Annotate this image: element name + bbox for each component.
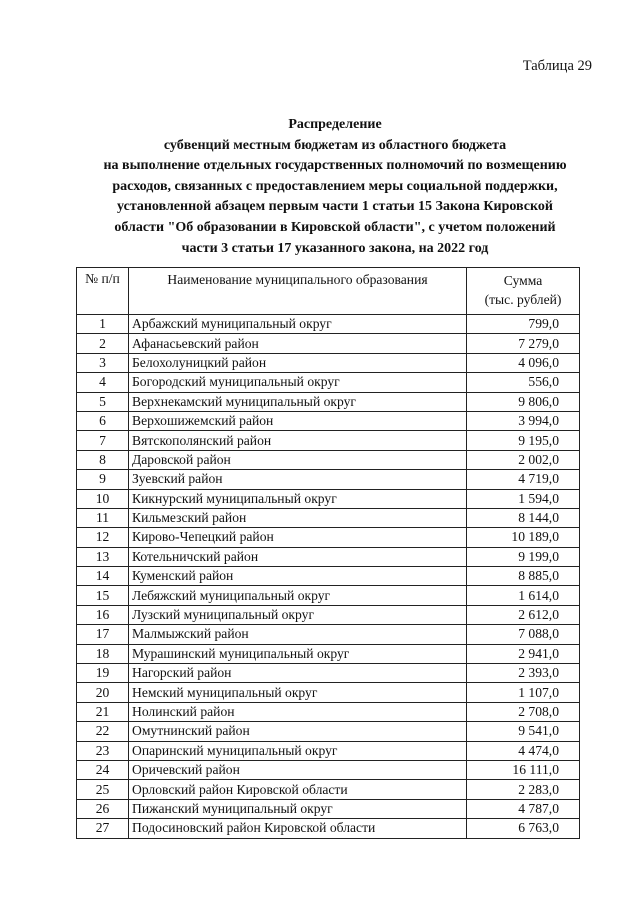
row-sum: 9 199,0	[467, 547, 580, 566]
row-number: 16	[77, 605, 129, 624]
row-sum: 4 719,0	[467, 470, 580, 489]
row-name: Кильмезский район	[129, 508, 467, 527]
document-title	[70, 115, 600, 259]
row-number: 18	[77, 644, 129, 663]
title-line: расходов, связанных с предоставлением меры социальной поддержки,	[112, 178, 558, 194]
row-sum: 2 283,0	[467, 780, 580, 799]
table-row	[77, 586, 580, 605]
row-sum: 556,0	[467, 373, 580, 392]
row-name: Малмыжский район	[129, 625, 467, 644]
row-number: 10	[77, 489, 129, 508]
row-sum: 1 107,0	[467, 683, 580, 702]
row-name: Мурашинский муниципальный округ	[129, 644, 467, 663]
row-name: Оричевский район	[129, 760, 467, 779]
header-sum-line1: Сумма	[503, 273, 543, 288]
table-row	[77, 334, 580, 353]
title-line: на выполнение отдельных государственных полномочий по возмещению	[103, 158, 567, 174]
row-number: 13	[77, 547, 129, 566]
row-sum: 4 787,0	[467, 799, 580, 818]
table-label: Таблица 29	[522, 58, 592, 74]
row-number: 17	[77, 625, 129, 644]
table-row	[77, 489, 580, 508]
row-sum: 2 941,0	[467, 644, 580, 663]
row-sum: 7 088,0	[467, 625, 580, 644]
row-number: 22	[77, 722, 129, 741]
row-sum: 8 885,0	[467, 567, 580, 586]
title-line: области "Об образовании в Кировской области", с учетом положений	[114, 219, 556, 235]
row-number: 26	[77, 799, 129, 818]
row-name: Опаринский муниципальный округ	[129, 741, 467, 760]
row-name: Кикнурский муниципальный округ	[129, 489, 467, 508]
row-sum: 4 474,0	[467, 741, 580, 760]
row-name: Зуевский район	[129, 470, 467, 489]
row-name: Верхнекамский муниципальный округ	[129, 392, 467, 411]
row-number: 12	[77, 528, 129, 547]
row-number: 6	[77, 411, 129, 430]
title-line: установленной абзацем первым части 1 статьи 15 Закона Кировской	[117, 199, 553, 215]
row-name: Белохолуницкий район	[129, 353, 467, 372]
row-number: 2	[77, 334, 129, 353]
subvention-table	[76, 267, 580, 839]
table-row	[77, 431, 580, 450]
header-sum-line2: (тыс. рублей)	[484, 292, 562, 307]
row-number: 4	[77, 373, 129, 392]
row-sum: 9 541,0	[467, 722, 580, 741]
row-sum: 6 763,0	[467, 819, 580, 838]
row-number: 7	[77, 431, 129, 450]
title-line: части 3 статьи 17 указанного закона, на 2022 год	[181, 240, 489, 256]
row-name: Даровской район	[129, 450, 467, 469]
row-sum: 7 279,0	[467, 334, 580, 353]
table-header-row	[77, 268, 580, 315]
row-name: Арбажский муниципальный округ	[129, 315, 467, 334]
table-row	[77, 799, 580, 818]
row-number: 20	[77, 683, 129, 702]
table-row	[77, 702, 580, 721]
row-name: Богородский муниципальный округ	[129, 373, 467, 392]
table-row	[77, 644, 580, 663]
row-number: 21	[77, 702, 129, 721]
row-number: 14	[77, 567, 129, 586]
table-row	[77, 411, 580, 430]
row-sum: 16 111,0	[467, 760, 580, 779]
row-sum: 2 002,0	[467, 450, 580, 469]
row-name: Кирово-Чепецкий район	[129, 528, 467, 547]
table-row	[77, 567, 580, 586]
row-name: Немский муниципальный округ	[129, 683, 467, 702]
table-row	[77, 392, 580, 411]
row-sum: 9 806,0	[467, 392, 580, 411]
table-row	[77, 760, 580, 779]
row-number: 23	[77, 741, 129, 760]
table-row	[77, 780, 580, 799]
row-name: Вятскополянский район	[129, 431, 467, 450]
row-number: 27	[77, 819, 129, 838]
header-num: № п/п	[77, 268, 129, 315]
row-name: Нагорский район	[129, 664, 467, 683]
row-sum: 3 994,0	[467, 411, 580, 430]
table-row	[77, 450, 580, 469]
table-row	[77, 528, 580, 547]
row-number: 11	[77, 508, 129, 527]
row-sum: 2 393,0	[467, 664, 580, 683]
title-line: субвенций местным бюджетам из областного бюджета	[163, 137, 507, 153]
table-row	[77, 547, 580, 566]
row-number: 1	[77, 315, 129, 334]
row-number: 3	[77, 353, 129, 372]
row-name: Лузский муниципальный округ	[129, 605, 467, 624]
table-row	[77, 664, 580, 683]
header-sum	[467, 268, 580, 315]
row-sum: 10 189,0	[467, 528, 580, 547]
table-row	[77, 741, 580, 760]
row-sum: 9 195,0	[467, 431, 580, 450]
row-sum: 4 096,0	[467, 353, 580, 372]
table-row	[77, 605, 580, 624]
row-name: Подосиновский район Кировской области	[129, 819, 467, 838]
row-name: Нолинский район	[129, 702, 467, 721]
row-name: Орловский район Кировской области	[129, 780, 467, 799]
table-row	[77, 353, 580, 372]
row-number: 5	[77, 392, 129, 411]
row-sum: 1 614,0	[467, 586, 580, 605]
row-number: 25	[77, 780, 129, 799]
row-number: 8	[77, 450, 129, 469]
row-number: 15	[77, 586, 129, 605]
table-row	[77, 625, 580, 644]
row-name: Котельничский район	[129, 547, 467, 566]
row-name: Афанасьевский район	[129, 334, 467, 353]
row-sum: 1 594,0	[467, 489, 580, 508]
table-row	[77, 819, 580, 838]
row-sum: 2 612,0	[467, 605, 580, 624]
table-row	[77, 508, 580, 527]
table-row	[77, 470, 580, 489]
table-row	[77, 683, 580, 702]
row-name: Пижанский муниципальный округ	[129, 799, 467, 818]
row-name: Лебяжский муниципальный округ	[129, 586, 467, 605]
table-row	[77, 722, 580, 741]
title-line: Распределение	[288, 117, 382, 132]
row-sum: 799,0	[467, 315, 580, 334]
row-name: Омутнинский район	[129, 722, 467, 741]
row-name: Куменский район	[129, 567, 467, 586]
table-row	[77, 373, 580, 392]
row-number: 19	[77, 664, 129, 683]
row-number: 24	[77, 760, 129, 779]
header-name: Наименование муниципального образования	[129, 268, 467, 315]
row-sum: 8 144,0	[467, 508, 580, 527]
row-number: 9	[77, 470, 129, 489]
row-sum: 2 708,0	[467, 702, 580, 721]
table-row	[77, 315, 580, 334]
row-name: Верхошижемский район	[129, 411, 467, 430]
